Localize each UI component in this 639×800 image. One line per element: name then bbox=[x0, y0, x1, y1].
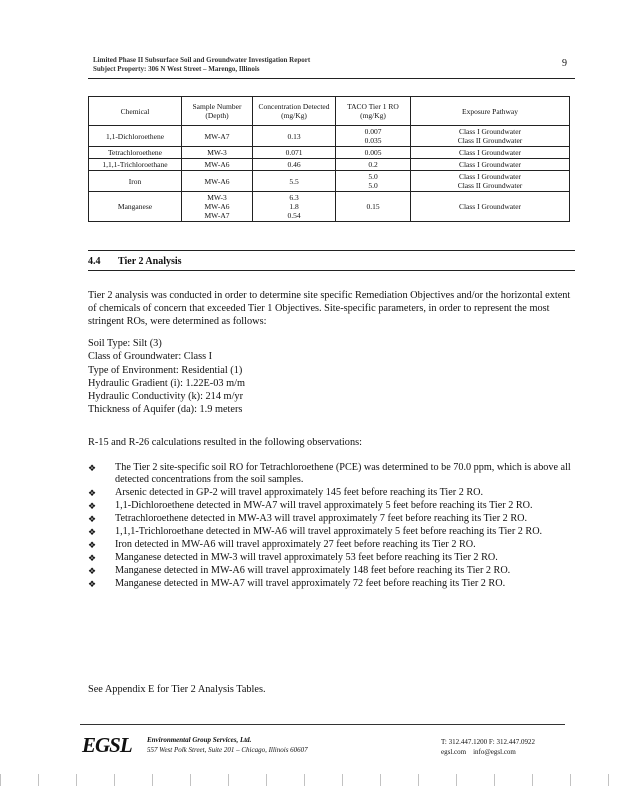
cell-conc: 0.071 bbox=[253, 147, 336, 159]
bullet-icon: ❖ bbox=[88, 565, 97, 576]
email-link[interactable]: info@egsl.com bbox=[473, 748, 516, 756]
cell-ro bbox=[336, 126, 411, 147]
bullet-icon: ❖ bbox=[88, 539, 97, 550]
cell-conc: 5.5 bbox=[253, 171, 336, 192]
list-item bbox=[88, 526, 574, 538]
table-row bbox=[89, 159, 570, 171]
observation-text: Arsenic detected in GP-2 will travel approximately 145 feet before reaching its Tier 2 RO. bbox=[115, 487, 484, 499]
cell-pathway: Class I Groundwater bbox=[411, 159, 570, 171]
observation-text: The Tier 2 site-specific soil RO for Tetrachloroethene (PCE) was determined to be 70.0 ppm, which is above all detected concentrations from the soil samples. bbox=[115, 462, 571, 486]
observation-text: 1,1-Dichloroethene detected in MW-A7 will travel approximately 5 feet before reaching its Tier 2 RO. bbox=[115, 500, 533, 512]
list-item bbox=[88, 500, 574, 512]
bullet-icon: ❖ bbox=[88, 578, 97, 589]
company-address: 557 West Polk Street, Suite 201 – Chicago, Illinois 60607 bbox=[147, 746, 308, 754]
cell-pathway bbox=[411, 171, 570, 192]
company-name: Environmental Group Services, Ltd. bbox=[147, 736, 252, 744]
param-item: Hydraulic Gradient (i): 1.22E-03 m/m bbox=[88, 377, 245, 389]
cell-chemical: Iron bbox=[89, 171, 182, 192]
observation-list bbox=[88, 462, 574, 591]
section-title: Tier 2 Analysis bbox=[118, 256, 182, 267]
ro-value: 5.0 bbox=[368, 181, 378, 190]
conc-value: 0.54 bbox=[287, 211, 301, 220]
col-header-sample: Sample Number (Depth) bbox=[182, 97, 253, 126]
calc-intro: R-15 and R-26 calculations resulted in the following observations: bbox=[88, 437, 362, 448]
cell-conc: 0.46 bbox=[253, 159, 336, 171]
list-item bbox=[88, 578, 574, 590]
cell-chemical: 1,1,1-Trichloroethane bbox=[89, 159, 182, 171]
cell-sample: MW-A6 bbox=[182, 171, 253, 192]
observation-text: 1,1,1-Trichloroethane detected in MW-A6 will travel approximately 5 feet before reaching its Tier 2 RO. bbox=[115, 526, 543, 538]
ro-value: 0.007 bbox=[364, 127, 382, 136]
list-item bbox=[88, 565, 574, 577]
cell-chemical: Manganese bbox=[89, 192, 182, 222]
header-line-2: Subject Property: 306 N West Street – Marengo, Illinois bbox=[93, 65, 260, 73]
cell-conc bbox=[253, 192, 336, 222]
cell-sample bbox=[182, 192, 253, 222]
section-rule-bottom bbox=[88, 270, 575, 271]
conc-value: 1.8 bbox=[289, 202, 299, 211]
company-logo: EGSL bbox=[82, 733, 132, 757]
list-item bbox=[88, 487, 574, 499]
param-item: Thickness of Aquifer (da): 1.9 meters bbox=[88, 404, 243, 416]
col-header-concentration: Concentration Detected (mg/Kg) bbox=[253, 97, 336, 126]
sample-value: MW-3 bbox=[207, 193, 227, 202]
scan-noise-divider bbox=[0, 774, 639, 786]
cell-ro: 0.005 bbox=[336, 147, 411, 159]
cell-chemical: 1,1-Dichloroethene bbox=[89, 126, 182, 147]
observation-text: Manganese detected in MW-A7 will travel approximately 72 feet before reaching its Tier 2 RO. bbox=[115, 577, 506, 589]
cell-pathway: Class I Groundwater bbox=[411, 192, 570, 222]
cell-ro: 0.2 bbox=[336, 159, 411, 171]
company-info bbox=[147, 735, 308, 755]
cell-ro: 0.15 bbox=[336, 192, 411, 222]
cell-pathway: Class I Groundwater bbox=[411, 147, 570, 159]
header-rule bbox=[88, 78, 575, 79]
conc-value: 6.3 bbox=[289, 193, 299, 202]
observation-text: Manganese detected in MW-A6 will travel approximately 148 feet before reaching its Tier 2 RO. bbox=[115, 564, 511, 576]
list-item bbox=[88, 462, 574, 487]
chemical-exceedance-table bbox=[88, 96, 570, 222]
pathway-value: Class II Groundwater bbox=[457, 181, 523, 190]
param-item: Soil Type: Silt (3) bbox=[88, 338, 162, 349]
pathway-value: Class II Groundwater bbox=[457, 136, 523, 145]
list-item bbox=[88, 513, 574, 525]
observation-text: Iron detected in MW-A6 will travel approximately 27 feet before reaching its Tier 2 RO. bbox=[115, 538, 476, 550]
bullet-icon: ❖ bbox=[88, 527, 97, 538]
list-item bbox=[88, 552, 574, 564]
param-item: Type of Environment: Residential (1) bbox=[88, 364, 243, 376]
col-header-ro: TACO Tier 1 RO (mg/Kg) bbox=[336, 97, 411, 126]
parameter-list bbox=[88, 337, 573, 417]
col-header-pathway: Exposure Pathway bbox=[411, 97, 570, 126]
list-item bbox=[88, 539, 574, 551]
bullet-icon: ❖ bbox=[88, 514, 97, 525]
running-header bbox=[93, 56, 310, 74]
observation-text: Manganese detected in MW-3 will travel approximately 53 feet before reaching its Tier 2 RO. bbox=[115, 551, 498, 563]
table-row bbox=[89, 171, 570, 192]
cell-sample: MW-A7 bbox=[182, 126, 253, 147]
param-item: Class of Groundwater: Class I bbox=[88, 351, 213, 363]
sample-value: MW-A7 bbox=[204, 211, 230, 220]
bullet-icon: ❖ bbox=[88, 552, 97, 563]
phone-fax: T: 312.447.1200 F: 312.447.0922 bbox=[441, 738, 535, 746]
footer-rule bbox=[80, 724, 565, 725]
cell-sample: MW-A6 bbox=[182, 159, 253, 171]
table-header-row bbox=[89, 97, 570, 126]
cell-conc: 0.13 bbox=[253, 126, 336, 147]
website-link[interactable]: egsl.com bbox=[441, 748, 467, 756]
bullet-icon: ❖ bbox=[88, 501, 97, 512]
cell-pathway bbox=[411, 126, 570, 147]
ro-value: 5.0 bbox=[368, 172, 378, 181]
pathway-value: Class I Groundwater bbox=[458, 172, 522, 181]
bullet-icon: ❖ bbox=[88, 488, 97, 499]
appendix-note: See Appendix E for Tier 2 Analysis Tables. bbox=[88, 684, 266, 695]
bullet-icon: ❖ bbox=[88, 463, 97, 473]
contact-info bbox=[441, 737, 535, 757]
observation-text: Tetrachloroethene detected in MW-A3 will travel approximately 7 feet before reaching its Tier 2 RO. bbox=[115, 513, 528, 525]
cell-sample: MW-3 bbox=[182, 147, 253, 159]
param-item: Hydraulic Conductivity (k): 214 m/yr bbox=[88, 391, 244, 403]
table-row bbox=[89, 147, 570, 159]
cell-ro bbox=[336, 171, 411, 192]
section-heading bbox=[88, 256, 182, 267]
header-line-1: Limited Phase II Subsurface Soil and Groundwater Investigation Report bbox=[93, 56, 311, 64]
sample-value: MW-A6 bbox=[204, 202, 230, 211]
section-number: 4.4 bbox=[88, 256, 101, 267]
pathway-value: Class I Groundwater bbox=[458, 127, 522, 136]
table-row bbox=[89, 126, 570, 147]
col-header-chemical: Chemical bbox=[89, 97, 182, 126]
ro-value: 0.035 bbox=[364, 136, 382, 145]
section-rule-top bbox=[88, 250, 575, 251]
page-number: 9 bbox=[562, 58, 567, 69]
cell-chemical: Tetrachloroethene bbox=[89, 147, 182, 159]
table-row bbox=[89, 192, 570, 222]
intro-paragraph: Tier 2 analysis was conducted in order to determine site specific Remediation Objectives and/or the horizontal extent of chemicals of concern that exceeded Tier 1 Objectives. Site-specific parameters, in order to represent the most stringent ROs, were determined as follows: bbox=[88, 290, 571, 327]
